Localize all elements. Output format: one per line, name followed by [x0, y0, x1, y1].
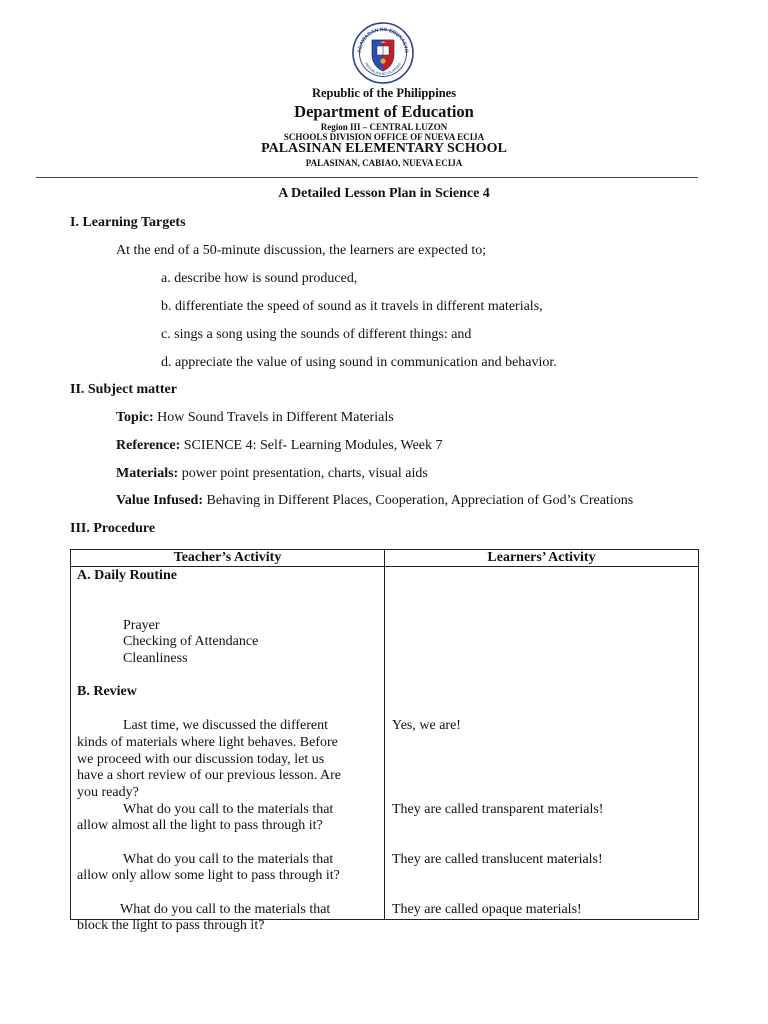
- teacher-activity-cell: [71, 567, 385, 933]
- subject-field-reference: [116, 438, 443, 454]
- learning-target-item: d. appreciate the value of using sound in communication and behavior.: [161, 355, 557, 370]
- field-value: Behaving in Different Places, Cooperation, Appreciation of God’s Creations: [206, 493, 634, 508]
- header-divider: [36, 177, 698, 178]
- question-line: What do you call to the materials that: [123, 802, 334, 817]
- school-name: PALASINAN ELEMENTARY SCHOOL: [261, 141, 507, 156]
- school-address: PALASINAN, CABIAO, NUEVA ECIJA: [305, 158, 463, 168]
- seal-bottom-text: REPUBLIKA NG PILIPINAS: [364, 62, 402, 77]
- review-heading: B. Review: [77, 684, 137, 699]
- section-learning-targets-heading: I. Learning Targets: [70, 215, 186, 230]
- teacher-activity-header: Teacher’s Activity: [71, 550, 385, 567]
- seal-top-text: AGAWARAN NG EDUKASYO: [356, 26, 410, 54]
- daily-routine-heading: A. Daily Routine: [77, 568, 177, 583]
- subject-field-materials: [116, 466, 428, 482]
- question-line: block the light to pass through it?: [77, 918, 265, 933]
- field-label: Value Infused:: [116, 493, 204, 508]
- region-line: Region III – CENTRAL LUZON: [320, 122, 448, 132]
- routine-item: Prayer: [123, 618, 160, 633]
- learner-answer: They are called opaque materials!: [392, 902, 582, 917]
- learning-target-item: a. describe how is sound produced,: [161, 271, 358, 286]
- section-procedure-heading: III. Procedure: [70, 521, 156, 536]
- learning-target-item: c. sings a song using the sounds of different things: and: [161, 327, 472, 342]
- subject-field-topic: [116, 410, 394, 426]
- division-line: SCHOOLS DIVISION OFFICE OF NUEVA ECIJA: [283, 132, 485, 142]
- deped-seal-logo: [352, 22, 414, 84]
- field-label: Materials:: [116, 466, 179, 481]
- review-text-line: we proceed with our discussion today, let us: [77, 752, 325, 767]
- review-text-line: you ready?: [77, 785, 139, 800]
- routine-item: Cleanliness: [123, 651, 188, 666]
- review-text-line: Last time, we discussed the different: [123, 718, 329, 733]
- question-line: allow almost all the light to pass through it?: [77, 818, 323, 833]
- learning-targets-intro: At the end of a 50-minute discussion, the learners are expected to;: [116, 243, 487, 258]
- procedure-table: [70, 549, 699, 933]
- question-line: allow only allow some light to pass through it?: [77, 868, 340, 883]
- field-label: Topic:: [116, 410, 154, 425]
- republic-line: Republic of the Philippines: [311, 86, 457, 100]
- routine-item: Checking of Attendance: [123, 634, 259, 649]
- section-subject-matter-heading: II. Subject matter: [70, 382, 177, 397]
- field-label: Reference:: [116, 438, 181, 453]
- learner-answer: They are called transparent materials!: [392, 802, 604, 817]
- field-value: SCIENCE 4: Self- Learning Modules, Week 7: [183, 438, 443, 453]
- table-row: [71, 567, 699, 920]
- review-text-line: have a short review of our previous lesson. Are: [77, 768, 341, 783]
- table-header-row: [71, 550, 699, 567]
- subject-field-value-infused: [116, 493, 633, 509]
- review-text-line: kinds of materials where light behaves. Before: [77, 735, 338, 750]
- learners-activity-cell: [385, 567, 699, 920]
- question-line: What do you call to the materials that: [123, 852, 334, 867]
- field-value: How Sound Travels in Different Materials: [157, 410, 394, 425]
- learners-activity-header: Learners’ Activity: [385, 550, 699, 567]
- lesson-plan-title: A Detailed Lesson Plan in Science 4: [278, 186, 490, 201]
- question-line: What do you call to the materials that: [120, 902, 331, 917]
- learning-target-item: b. differentiate the speed of sound as it travels in different materials,: [161, 299, 543, 314]
- learner-answer: They are called translucent materials!: [392, 852, 603, 867]
- field-value: power point presentation, charts, visual aids: [181, 466, 428, 481]
- learner-answer: Yes, we are!: [392, 718, 461, 733]
- department-name: Department of Education: [294, 102, 474, 121]
